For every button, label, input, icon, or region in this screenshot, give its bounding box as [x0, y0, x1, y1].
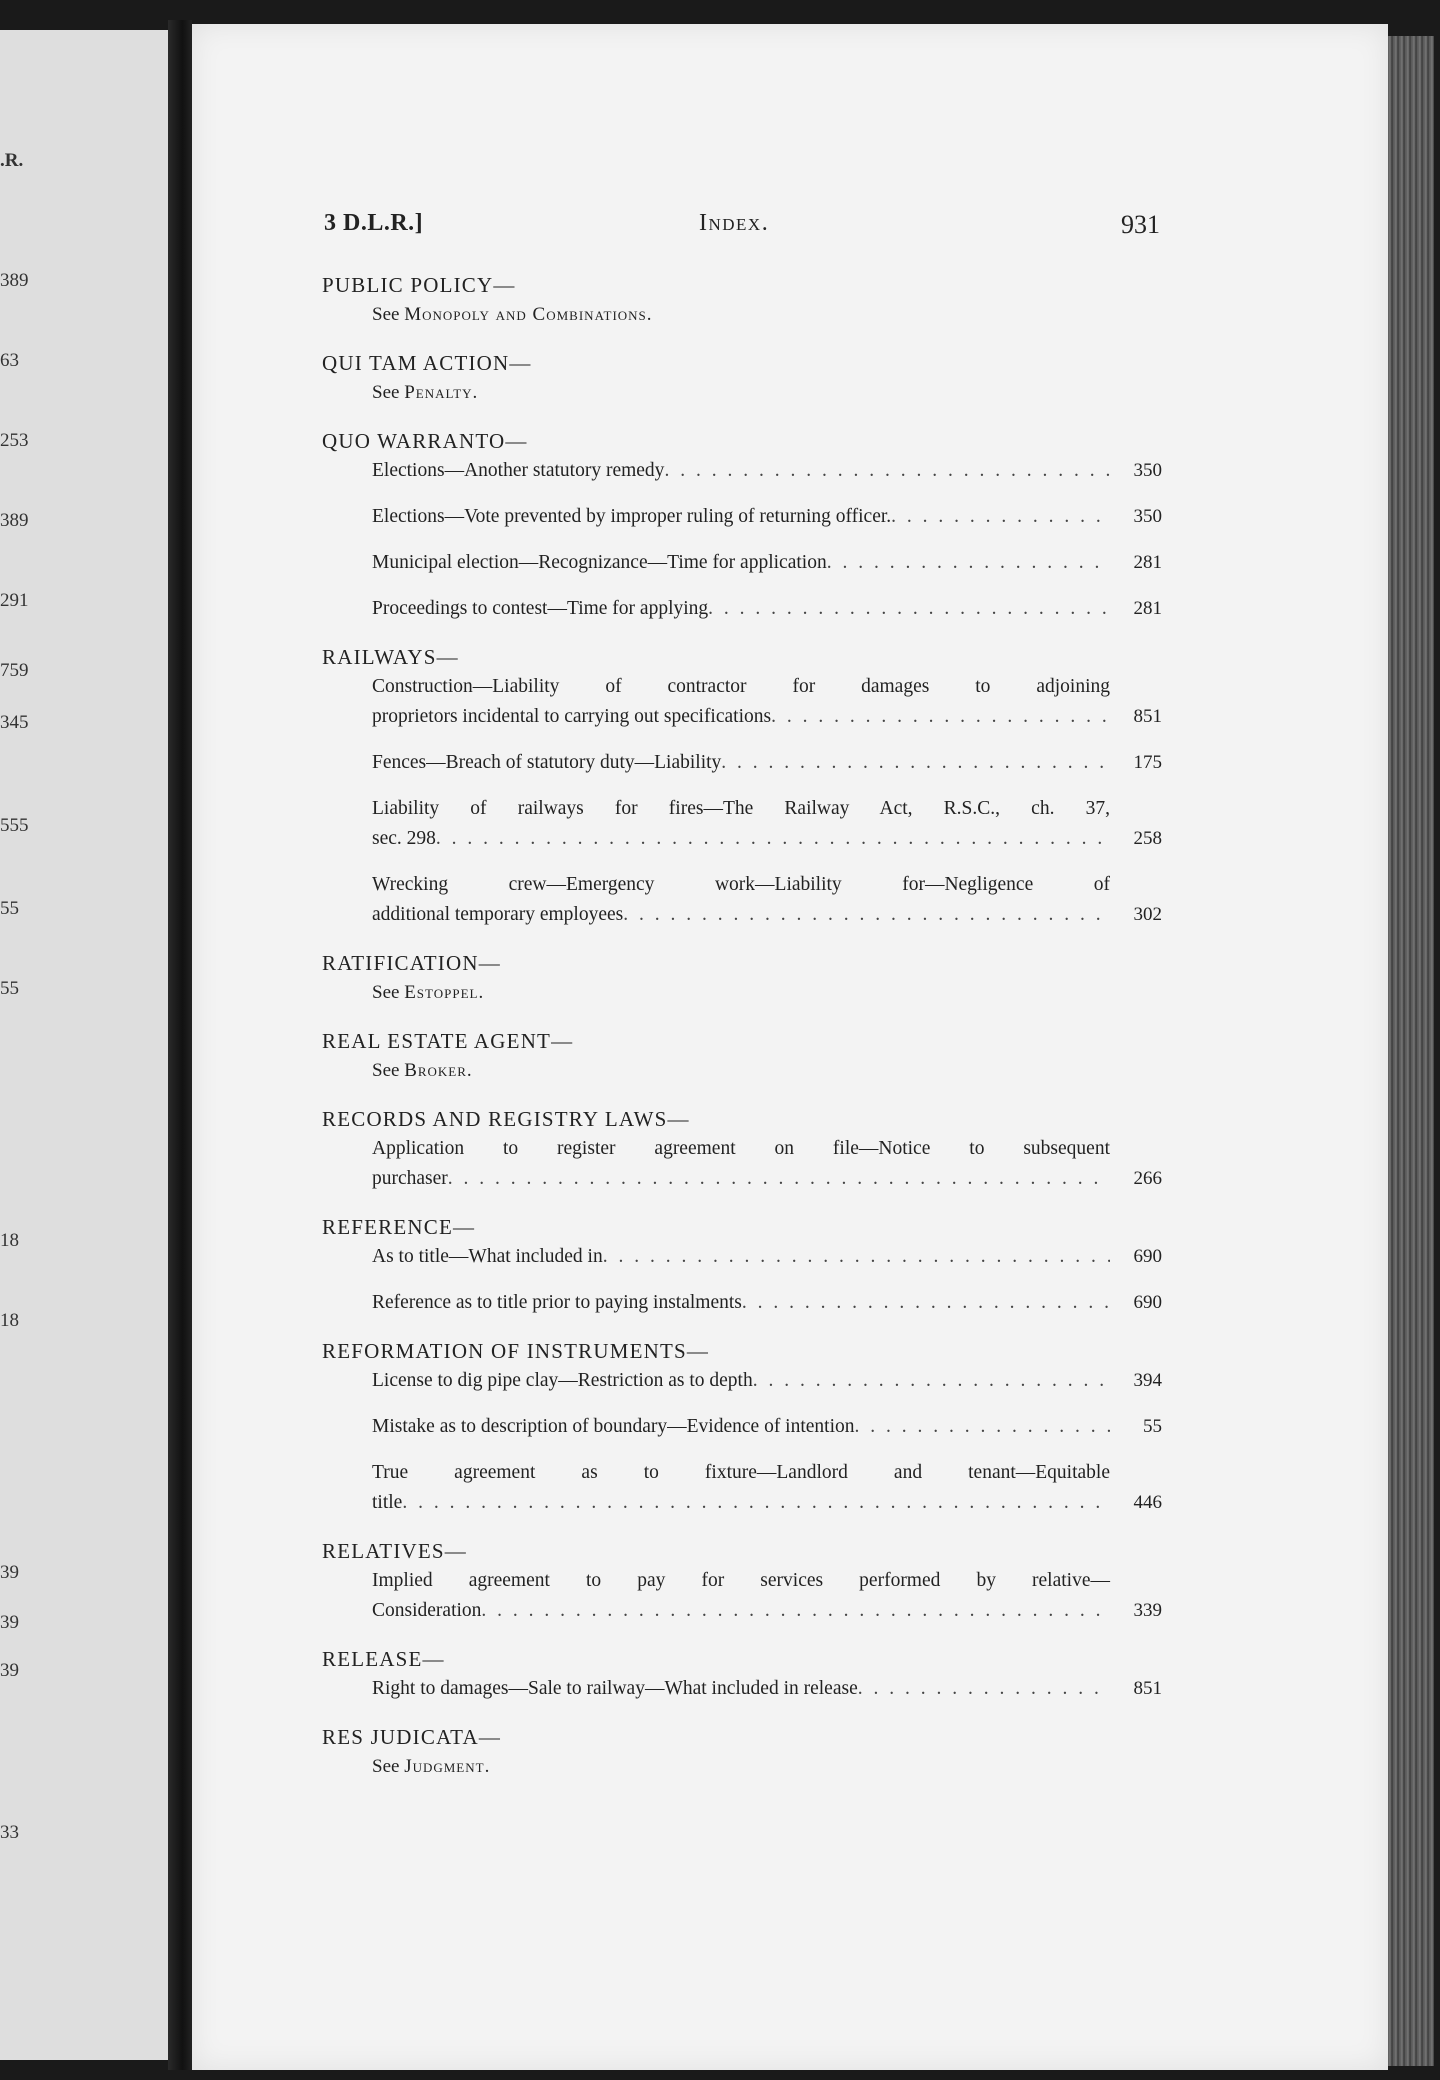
see-label: See	[372, 382, 400, 403]
cross-reference-target: Broker.	[404, 1060, 473, 1081]
index-entry	[372, 1412, 1162, 1442]
dot-leader	[603, 1242, 1110, 1272]
entry-text: Reference as to title prior to paying instalments	[372, 1292, 742, 1313]
dot-leader	[771, 702, 1110, 732]
dot-leader	[742, 1288, 1110, 1318]
cross-reference-target: Monopoly and Combinations.	[404, 304, 653, 325]
entry-page-number: 690	[1133, 1246, 1162, 1267]
index-list	[322, 270, 1162, 1782]
index-heading: QUO WARRANTO—	[322, 429, 528, 453]
left-page-number: 291	[0, 590, 29, 611]
dot-leader	[827, 548, 1110, 578]
index-heading: REAL ESTATE AGENT—	[322, 1029, 574, 1053]
header-title: Index.	[699, 210, 770, 236]
see-label: See	[372, 1060, 400, 1081]
entry-page-number: 851	[1133, 706, 1162, 727]
dot-leader	[891, 502, 1110, 532]
entry-text: As to title—What included in	[372, 1246, 603, 1267]
page-number: 931	[1121, 210, 1160, 239]
entry-text-line2: proprietors incidental to carrying out specifications	[372, 706, 772, 727]
dot-leader	[858, 1674, 1110, 1704]
left-page-number: 389	[0, 270, 29, 291]
entry-text-line2: title	[372, 1492, 403, 1513]
index-entry	[372, 748, 1162, 778]
dot-leader	[623, 900, 1110, 930]
entry-page-number: 350	[1133, 506, 1162, 527]
see-reference	[372, 1752, 1162, 1782]
entry-page-number: 281	[1133, 598, 1162, 619]
dot-leader	[402, 1488, 1110, 1518]
left-page-number: 389	[0, 510, 29, 531]
index-heading: RAILWAYS—	[322, 645, 459, 669]
running-header	[324, 210, 1160, 250]
index-entry	[372, 502, 1162, 532]
entry-text: Elections—Another statutory remedy	[372, 460, 665, 481]
entry-page-number: 266	[1133, 1168, 1162, 1189]
entry-page-number: 350	[1133, 460, 1162, 481]
left-page-number: 39	[0, 1562, 19, 1583]
dot-leader	[448, 1164, 1110, 1194]
entry-text: Fences—Breach of statutory duty—Liability	[372, 752, 722, 773]
book-gutter	[168, 20, 192, 2070]
index-heading: RECORDS AND REGISTRY LAWS—	[322, 1107, 690, 1131]
index-heading: RES JUDICATA—	[322, 1725, 502, 1749]
entry-page-number: 281	[1133, 552, 1162, 573]
index-heading: REFERENCE—	[322, 1215, 476, 1239]
entry-page-number: 302	[1133, 904, 1162, 925]
index-entry	[372, 672, 1162, 732]
left-page-number: 63	[0, 350, 19, 371]
entry-page-number: 339	[1133, 1600, 1162, 1621]
left-page-number: 55	[0, 978, 19, 999]
left-page-number: .R.	[0, 150, 24, 171]
index-entry	[372, 1566, 1162, 1626]
index-entry	[372, 1242, 1162, 1272]
left-page-number: 253	[0, 430, 29, 451]
entry-text-line2: sec. 298	[372, 828, 436, 849]
entry-text: Mistake as to description of boundary—Evidence of intention	[372, 1416, 855, 1437]
left-page-number: 39	[0, 1612, 19, 1633]
index-entry	[372, 1134, 1162, 1194]
entry-text: Elections—Vote prevented by improper ruling of returning officer.	[372, 506, 892, 527]
index-heading: REFORMATION OF INSTRUMENTS—	[322, 1339, 710, 1363]
left-page-number: 555	[0, 815, 29, 836]
entry-page-number: 258	[1133, 828, 1162, 849]
cross-reference-target: Estoppel.	[404, 982, 485, 1003]
dot-leader	[708, 594, 1110, 624]
see-reference	[372, 300, 1162, 330]
index-entry	[372, 1458, 1162, 1518]
left-page-number: 759	[0, 660, 29, 681]
volume-reference: 3 D.L.R.]	[324, 210, 424, 236]
entry-text: License to dig pipe clay—Restriction as to depth	[372, 1370, 753, 1391]
entry-text-line1: Liability of railways for fires—The Railway Act, R.S.C., ch. 37,	[372, 798, 1110, 819]
left-facing-page	[0, 30, 168, 2060]
entry-page-number: 175	[1133, 752, 1162, 773]
entry-text-line1: Wrecking crew—Emergency work—Liability for—Negligence of	[372, 874, 1110, 895]
index-entry	[372, 594, 1162, 624]
index-entry	[372, 870, 1162, 930]
entry-text-line2: Consideration	[372, 1600, 482, 1621]
index-entry	[372, 794, 1162, 854]
dot-leader	[481, 1596, 1110, 1626]
index-heading: QUI TAM ACTION—	[322, 351, 532, 375]
entry-text: Proceedings to contest—Time for applying	[372, 598, 709, 619]
entry-text-line1: True agreement as to fixture—Landlord and tenant—Equitable	[372, 1462, 1110, 1483]
index-heading: RELEASE—	[322, 1647, 445, 1671]
entry-page-number: 690	[1133, 1292, 1162, 1313]
dot-leader	[436, 824, 1110, 854]
page-edges	[1388, 36, 1434, 2066]
see-label: See	[372, 982, 400, 1003]
index-entry	[372, 548, 1162, 578]
left-page-number: 39	[0, 1660, 19, 1681]
entry-page-number: 446	[1133, 1492, 1162, 1513]
see-label: See	[372, 304, 400, 325]
index-heading: RELATIVES—	[322, 1539, 467, 1563]
entry-text-line1: Construction—Liability of contractor for damages to adjoining	[372, 676, 1110, 697]
entry-text-line2: purchaser	[372, 1168, 448, 1189]
index-heading: PUBLIC POLICY—	[322, 273, 516, 297]
dot-leader	[721, 748, 1110, 778]
index-entry	[372, 1288, 1162, 1318]
entry-text: Right to damages—Sale to railway—What included in release	[372, 1678, 858, 1699]
entry-page-number: 55	[1143, 1416, 1162, 1437]
entry-page-number: 394	[1133, 1370, 1162, 1391]
cross-reference-target: Judgment.	[404, 1756, 491, 1777]
entry-text-line1: Application to register agreement on file—Notice to subsequent	[372, 1138, 1110, 1159]
entry-text-line1: Implied agreement to pay for services performed by relative—	[372, 1570, 1110, 1591]
left-page-number: 345	[0, 712, 29, 733]
cross-reference-target: Penalty.	[404, 382, 479, 403]
dot-leader	[753, 1366, 1110, 1396]
see-reference	[372, 1056, 1162, 1086]
dot-leader	[664, 456, 1110, 486]
left-page-number: 33	[0, 1822, 19, 1843]
left-page-number: 18	[0, 1310, 19, 1331]
entry-text-line2: additional temporary employees	[372, 904, 624, 925]
index-heading: RATIFICATION—	[322, 951, 501, 975]
index-entry	[372, 456, 1162, 486]
see-label: See	[372, 1756, 400, 1777]
entry-text: Municipal election—Recognizance—Time for application	[372, 552, 827, 573]
dot-leader	[855, 1412, 1110, 1442]
entry-page-number: 851	[1133, 1678, 1162, 1699]
index-entry	[372, 1674, 1162, 1704]
see-reference	[372, 978, 1162, 1008]
left-page-number: 18	[0, 1230, 19, 1251]
index-entry	[372, 1366, 1162, 1396]
left-page-number: 55	[0, 898, 19, 919]
see-reference	[372, 378, 1162, 408]
